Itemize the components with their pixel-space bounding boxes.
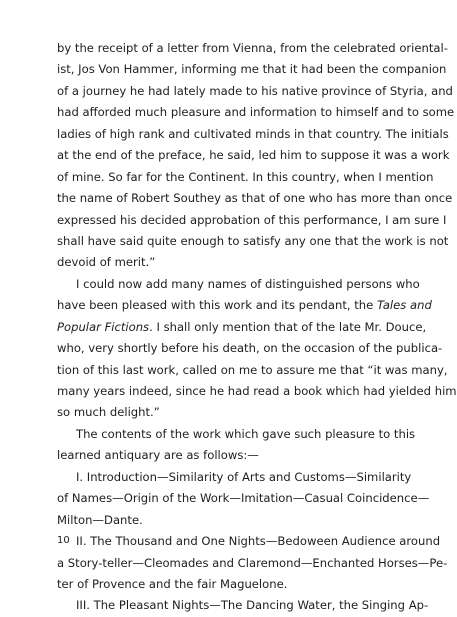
text-line: ladies of high rank and cultivated minds in that country. The initials	[57, 126, 449, 141]
text-line: II. The Thousand and One Nights—Bedoween Audience around	[76, 534, 441, 549]
text-line	[57, 295, 432, 316]
text-line: devoid of merit.”	[57, 255, 156, 270]
text-line: expressed his decided approbation of this performance, I am sure I	[57, 212, 447, 227]
text-line: had afforded much pleasure and information to himself and to some	[57, 105, 455, 120]
text-line: of Names—Origin of the Work—Imitation—Casual Coincidence—	[57, 491, 430, 506]
text-line: The contents of the work which gave such pleasure to this	[76, 426, 416, 441]
text-line: I could now add many names of distinguished persons who	[76, 276, 420, 291]
text-line: Milton—Dante.	[57, 512, 143, 527]
page-number: 10	[57, 535, 70, 546]
book-title-italic: Popular Fictions	[57, 319, 150, 334]
text-line: who, very shortly before his death, on the occasion of the publica-	[57, 341, 443, 356]
text-line: at the end of the preface, he said, led him to suppose it was a work	[57, 148, 450, 163]
text-line: tion of this last work, called on me to assure me that “it was many,	[57, 362, 448, 377]
text-line: III. The Pleasant Nights—The Dancing Water, the Singing Ap-	[76, 598, 429, 613]
book-title-italic: Tales and	[376, 298, 432, 313]
text-segment: . I shall only mention that of the late Mr. Douce,	[149, 319, 427, 334]
text-line: the name of Robert Southey as that of one who has more than once	[57, 191, 453, 206]
text-line: of a journey he had lately made to his native province of Styria, and	[57, 83, 453, 98]
text-line: many years indeed, since he had read a book which had yielded him	[57, 384, 457, 398]
text-line: a Story-teller—Cleomades and Claremond—Enchanted Horses—Pe-	[57, 555, 448, 570]
text-segment: have been pleased with this work and its pendant, the	[57, 298, 377, 313]
text-line: learned antiquary are as follows:—	[57, 448, 259, 463]
text-line: so much delight.”	[57, 405, 160, 420]
text-line: by the receipt of a letter from Vienna, from the celebrated oriental-	[57, 41, 448, 55]
text-line: I. Introduction—Similarity of Arts and Customs—Similarity	[76, 469, 412, 484]
text-line	[57, 317, 427, 338]
text-line: ter of Provence and the fair Maguelone.	[57, 576, 288, 591]
text-line: shall have said quite enough to satisfy any one that the work is not	[57, 233, 449, 248]
text-line: of mine. So far for the Continent. In this country, when I mention	[57, 169, 434, 184]
body-text	[57, 38, 457, 617]
text-line: ist, Jos Von Hammer, informing me that it had been the companion	[57, 62, 447, 77]
